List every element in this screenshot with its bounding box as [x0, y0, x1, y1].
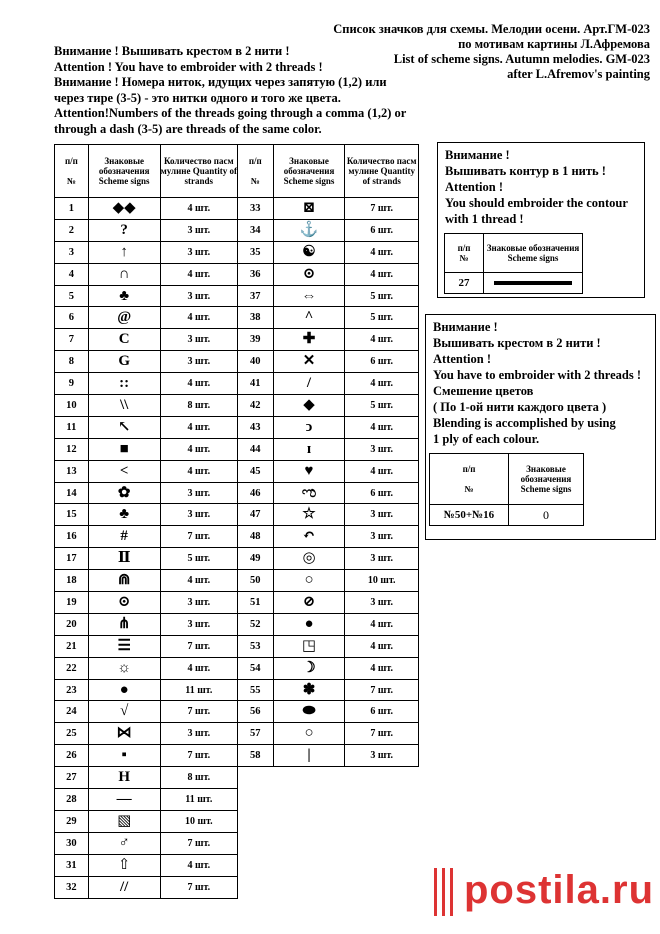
row-num: 13: [55, 460, 89, 482]
scheme-sign-icon: /: [273, 373, 345, 395]
row-num: 9: [55, 373, 89, 395]
scheme-sign-icon: #: [88, 526, 160, 548]
row-num: 38: [238, 307, 274, 329]
table-row: [238, 285, 419, 307]
strand-quantity: 4 шт.: [160, 460, 237, 482]
table-row: [55, 351, 238, 373]
strand-quantity: 4 шт.: [345, 613, 419, 635]
col-header-num: п/п №: [55, 145, 89, 198]
table-row: [238, 679, 419, 701]
scheme-sign-icon: ▧: [88, 810, 160, 832]
strand-quantity: 4 шт.: [345, 416, 419, 438]
notice-line: Attention !: [433, 352, 491, 366]
scheme-sign-icon: ☼: [88, 657, 160, 679]
table-row: [55, 679, 238, 701]
table-row: [55, 548, 238, 570]
strand-quantity: 10 шт.: [345, 570, 419, 592]
table-row: [238, 351, 419, 373]
row-num: 47: [238, 504, 274, 526]
notice-line: Вышивать контур в 1 нить !: [445, 164, 606, 178]
row-num: 31: [55, 854, 89, 876]
scheme-sign-icon: C: [88, 329, 160, 351]
scheme-sign-icon: —: [88, 789, 160, 811]
strand-quantity: 4 шт.: [160, 570, 237, 592]
table-row: [55, 395, 238, 417]
row-num: 19: [55, 592, 89, 614]
warning-line: Attention!Numbers of the threads going through a comma (1,2) or: [54, 106, 407, 120]
table-row: [55, 307, 238, 329]
notice-line: Внимание !: [445, 148, 510, 162]
table-row: [238, 416, 419, 438]
watermark-text: postila.ru: [464, 868, 655, 912]
row-num: 37: [238, 285, 274, 307]
strand-quantity: 7 шт.: [345, 723, 419, 745]
table-row: [238, 745, 419, 767]
strand-quantity: 4 шт.: [345, 329, 419, 351]
col-header-sign: Знаковые обозначения Scheme signs: [509, 454, 584, 505]
row-num: 17: [55, 548, 89, 570]
row-num: 26: [55, 745, 89, 767]
strand-quantity: 6 шт.: [345, 701, 419, 723]
row-num: 25: [55, 723, 89, 745]
scheme-sign-icon: ɪ: [273, 438, 345, 460]
strand-quantity: 4 шт.: [345, 263, 419, 285]
table-row: [55, 416, 238, 438]
strand-quantity: 7 шт.: [160, 635, 237, 657]
warning-line: Внимание ! Вышивать крестом в 2 нити !: [54, 44, 290, 58]
table-row: [55, 570, 238, 592]
table-row: [55, 876, 238, 898]
notice-line: 1 ply of each colour.: [433, 432, 540, 446]
table-row: [238, 395, 419, 417]
table-row: [238, 548, 419, 570]
table-row: [238, 723, 419, 745]
scheme-sign-icon: ⊠: [273, 198, 345, 220]
scheme-sign-icon: ◎: [273, 548, 345, 570]
scheme-sign-icon: ☯: [273, 241, 345, 263]
row-num: 51: [238, 592, 274, 614]
scheme-sign-icon: ○: [273, 570, 345, 592]
table-row: [55, 657, 238, 679]
strand-quantity: 6 шт.: [345, 351, 419, 373]
table-row: [55, 263, 238, 285]
strand-quantity: 4 шт.: [160, 438, 237, 460]
strand-quantity: 4 шт.: [345, 657, 419, 679]
strand-quantity: 4 шт.: [160, 198, 237, 220]
strand-quantity: 4 шт.: [160, 854, 237, 876]
notice-line: Вышивать крестом в 2 нити !: [433, 336, 601, 350]
row-num: 56: [238, 701, 274, 723]
table-row: [238, 570, 419, 592]
row-num: 3: [55, 241, 89, 263]
row-num: 10: [55, 395, 89, 417]
scheme-sign-icon: ✽: [273, 679, 345, 701]
table-row: [55, 745, 238, 767]
scheme-sign-icon: ^: [273, 307, 345, 329]
row-num: 5: [55, 285, 89, 307]
strand-quantity: 7 шт.: [160, 832, 237, 854]
row-num: 46: [238, 482, 274, 504]
table-row: [238, 613, 419, 635]
strand-quantity: 3 шт.: [345, 745, 419, 767]
scheme-sign-icon: ♣: [88, 504, 160, 526]
strand-quantity: 6 шт.: [345, 482, 419, 504]
row-num: 27: [445, 273, 484, 294]
scheme-sign-icon: G: [88, 351, 160, 373]
table-row: [55, 592, 238, 614]
table-row: [55, 789, 238, 811]
row-num: 55: [238, 679, 274, 701]
row-num: 2: [55, 219, 89, 241]
strand-quantity: 7 шт.: [160, 526, 237, 548]
table-row: [55, 832, 238, 854]
signs-table-left: [54, 144, 238, 899]
table-row: [55, 438, 238, 460]
row-num: 18: [55, 570, 89, 592]
notice-line: Внимание !: [433, 320, 498, 334]
header-line-2: по мотивам картины Л.Афремова: [458, 37, 650, 51]
table-row: [55, 198, 238, 220]
contour-table: [444, 233, 583, 294]
row-num: 6: [55, 307, 89, 329]
strand-quantity: 3 шт.: [160, 592, 237, 614]
scheme-sign-icon: <: [88, 460, 160, 482]
table-row: [55, 723, 238, 745]
row-num: 41: [238, 373, 274, 395]
col-header-sign: Знаковые обозначения Scheme signs: [484, 234, 583, 273]
scheme-sign-icon: ▪: [88, 745, 160, 767]
row-num: 20: [55, 613, 89, 635]
scheme-sign-icon: ◆◆: [88, 198, 160, 220]
scheme-sign-icon: ⬬: [273, 701, 345, 723]
row-num: 54: [238, 657, 274, 679]
row-num: 35: [238, 241, 274, 263]
strand-quantity: 10 шт.: [160, 810, 237, 832]
col-header-sign: Знаковые обозначения Scheme signs: [273, 145, 345, 198]
watermark-logo: [424, 862, 654, 924]
table-row: [238, 219, 419, 241]
strand-quantity: 4 шт.: [345, 460, 419, 482]
scheme-sign-icon: ?: [88, 219, 160, 241]
scheme-sign-icon: ■: [88, 438, 160, 460]
warning-line: Attention ! You have to embroider with 2 threads !: [54, 59, 323, 74]
strand-quantity: 4 шт.: [160, 657, 237, 679]
col-header-num: п/п №: [238, 145, 274, 198]
table-row: [55, 854, 238, 876]
row-num: 32: [55, 876, 89, 898]
row-num: №50+№16: [430, 505, 509, 526]
row-num: 53: [238, 635, 274, 657]
table-row: [238, 438, 419, 460]
scheme-sign-icon: ⇔: [273, 285, 345, 307]
strand-quantity: 3 шт.: [160, 482, 237, 504]
strand-quantity: 11 шт.: [160, 679, 237, 701]
row-num: 49: [238, 548, 274, 570]
scheme-sign-icon: ☰: [88, 635, 160, 657]
row-num: 28: [55, 789, 89, 811]
scheme-sign-icon: @: [88, 307, 160, 329]
scheme-sign-icon: ⇧: [88, 854, 160, 876]
table-row: [238, 329, 419, 351]
table-row: [238, 241, 419, 263]
row-num: 27: [55, 767, 89, 789]
scheme-sign-icon: ○: [273, 723, 345, 745]
table-row: [55, 482, 238, 504]
table-row: [55, 701, 238, 723]
row-num: 1: [55, 198, 89, 220]
row-num: 48: [238, 526, 274, 548]
notice-line: Смешение цветов: [433, 384, 534, 398]
row-num: 7: [55, 329, 89, 351]
row-num: 30: [55, 832, 89, 854]
table-row: [238, 592, 419, 614]
scheme-sign-icon: ✕: [273, 351, 345, 373]
row-num: 58: [238, 745, 274, 767]
scheme-sign-icon: ✿: [88, 482, 160, 504]
row-num: 11: [55, 416, 89, 438]
strand-quantity: 3 шт.: [160, 219, 237, 241]
notice-line: Blending is accomplished by using: [433, 416, 616, 430]
scheme-sign-icon: ✚: [273, 329, 345, 351]
table-row: [238, 504, 419, 526]
scheme-sign-icon: ◆: [273, 395, 345, 417]
scheme-sign-icon: ⚓: [273, 219, 345, 241]
notice-line: with 1 thread !: [445, 212, 524, 226]
row-num: 29: [55, 810, 89, 832]
blending-notice-box: [425, 314, 656, 540]
strand-quantity: 7 шт.: [160, 701, 237, 723]
row-num: 23: [55, 679, 89, 701]
strand-quantity: 3 шт.: [345, 438, 419, 460]
row-num: 12: [55, 438, 89, 460]
row-num: 15: [55, 504, 89, 526]
table-row: [55, 241, 238, 263]
strand-quantity: 3 шт.: [160, 329, 237, 351]
strand-quantity: 8 шт.: [160, 767, 237, 789]
notice-line: You should embroider the contour: [445, 196, 628, 210]
row-num: 24: [55, 701, 89, 723]
table-row: [238, 701, 419, 723]
scheme-sign-icon: ♣: [88, 285, 160, 307]
strand-quantity: 8 шт.: [160, 395, 237, 417]
strand-quantity: 3 шт.: [160, 723, 237, 745]
row-num: 16: [55, 526, 89, 548]
strand-quantity: 3 шт.: [160, 241, 237, 263]
table-row: [55, 810, 238, 832]
table-row: [55, 285, 238, 307]
table-row: [238, 482, 419, 504]
scheme-sign-icon: √: [88, 701, 160, 723]
table-row: [238, 263, 419, 285]
scheme-sign-icon: ♥: [273, 460, 345, 482]
table-row: [55, 767, 238, 789]
row-num: 36: [238, 263, 274, 285]
strand-quantity: 5 шт.: [345, 285, 419, 307]
scheme-sign-icon: ::: [88, 373, 160, 395]
scheme-sign-icon: ♂: [88, 832, 160, 854]
col-header-num: п/п №: [445, 234, 484, 273]
col-header-num: п/п №: [430, 454, 509, 505]
scheme-sign-icon: |: [273, 745, 345, 767]
row-num: 22: [55, 657, 89, 679]
table-row: [238, 373, 419, 395]
header-line-3: List of scheme signs. Autumn melodies. GM-023: [393, 52, 650, 66]
signs-table-right: [237, 144, 419, 767]
row-num: 43: [238, 416, 274, 438]
strand-quantity: 3 шт.: [345, 526, 419, 548]
strand-quantity: 4 шт.: [345, 635, 419, 657]
scheme-sign-icon: ⊙: [273, 263, 345, 285]
table-row: [238, 198, 419, 220]
strand-quantity: 4 шт.: [160, 416, 237, 438]
col-header-qty: Количество пасм мулине Quantity of strands: [160, 145, 237, 198]
row-num: 57: [238, 723, 274, 745]
strand-quantity: 3 шт.: [160, 351, 237, 373]
strand-quantity: 7 шт.: [160, 745, 237, 767]
scheme-sign-icon: ⋔: [88, 613, 160, 635]
strand-quantity: 7 шт.: [345, 198, 419, 220]
row-num: 4: [55, 263, 89, 285]
notice-line: ( По 1-ой нити каждого цвета ): [433, 400, 607, 414]
strand-quantity: 3 шт.: [160, 613, 237, 635]
header-line-1: Список значков для схемы. Мелодии осени. Арт.ГМ-023: [333, 22, 650, 36]
table-row: [55, 329, 238, 351]
contour-notice-box: [437, 142, 645, 298]
scheme-sign-icon: Ⅱ: [88, 548, 160, 570]
table-row: [55, 504, 238, 526]
scheme-sign-icon: ⊙: [88, 592, 160, 614]
scheme-sign-icon: ↄ: [273, 416, 345, 438]
row-num: 52: [238, 613, 274, 635]
strand-quantity: 4 шт.: [160, 263, 237, 285]
row-num: 33: [238, 198, 274, 220]
strand-quantity: 3 шт.: [160, 285, 237, 307]
table-row: [55, 526, 238, 548]
notice-line: Attention !: [445, 180, 503, 194]
strand-quantity: 7 шт.: [345, 679, 419, 701]
row-num: 34: [238, 219, 274, 241]
warning-line: through a dash (3-5) are threads of the same color.: [54, 121, 322, 136]
scheme-sign-icon: ↑: [88, 241, 160, 263]
table-row: [238, 460, 419, 482]
scheme-sign-icon: ☽: [273, 657, 345, 679]
notice-line: You have to embroider with 2 threads !: [433, 368, 641, 382]
strand-quantity: 4 шт.: [345, 373, 419, 395]
scheme-sign-icon: //: [88, 876, 160, 898]
col-header-qty: Количество пасм мулине Quantity of strands: [345, 145, 419, 198]
strand-quantity: 3 шт.: [345, 548, 419, 570]
scheme-sign-icon: ◳: [273, 635, 345, 657]
strand-quantity: 7 шт.: [160, 876, 237, 898]
blending-table: [429, 453, 584, 526]
strand-quantity: 3 шт.: [345, 504, 419, 526]
row-num: 14: [55, 482, 89, 504]
strand-quantity: 5 шт.: [160, 548, 237, 570]
scheme-sign-icon: ⊘: [273, 592, 345, 614]
table-row: [238, 657, 419, 679]
col-header-sign: Знаковые обозначения Scheme signs: [88, 145, 160, 198]
contour-line-icon: [484, 273, 583, 294]
blend-sign-icon: 0: [509, 505, 584, 526]
row-num: 8: [55, 351, 89, 373]
warning-line: Внимание ! Номера ниток, идущих через запятую (1,2) или: [54, 75, 387, 89]
table-row: [55, 373, 238, 395]
scheme-sign-icon: ⋈: [88, 723, 160, 745]
row-num: 42: [238, 395, 274, 417]
strand-quantity: 3 шт.: [160, 504, 237, 526]
strand-quantity: 11 шт.: [160, 789, 237, 811]
strand-quantity: 5 шт.: [345, 395, 419, 417]
row-num: 40: [238, 351, 274, 373]
scheme-sign-icon: ↶: [273, 526, 345, 548]
table-row: [55, 219, 238, 241]
scheme-sign-icon: ☆: [273, 504, 345, 526]
strand-quantity: 4 шт.: [160, 373, 237, 395]
table-row: [238, 526, 419, 548]
table-row: [55, 635, 238, 657]
warning-line: через тире (3-5) - это нитки одного и того же цвета.: [54, 90, 341, 105]
table-row: [55, 613, 238, 635]
scheme-sign-icon: \\: [88, 395, 160, 417]
scheme-sign-icon: H: [88, 767, 160, 789]
strand-quantity: 4 шт.: [160, 307, 237, 329]
strand-quantity: 5 шт.: [345, 307, 419, 329]
scheme-sign-icon: ↖: [88, 416, 160, 438]
scheme-sign-icon: ⋒: [88, 570, 160, 592]
row-num: 21: [55, 635, 89, 657]
row-num: 39: [238, 329, 274, 351]
table-row: [238, 307, 419, 329]
strand-quantity: 6 шт.: [345, 219, 419, 241]
scheme-sign-icon: ಌ: [273, 482, 345, 504]
warning-block: [54, 44, 406, 137]
row-num: 44: [238, 438, 274, 460]
header-line-4: after L.Afremov's painting: [507, 67, 650, 81]
scheme-sign-icon: ●: [273, 613, 345, 635]
row-num: 50: [238, 570, 274, 592]
table-row: [238, 635, 419, 657]
scheme-sign-icon: ●: [88, 679, 160, 701]
row-num: 45: [238, 460, 274, 482]
scheme-sign-icon: ∩: [88, 263, 160, 285]
strand-quantity: 4 шт.: [345, 241, 419, 263]
table-row: [55, 460, 238, 482]
strand-quantity: 3 шт.: [345, 592, 419, 614]
